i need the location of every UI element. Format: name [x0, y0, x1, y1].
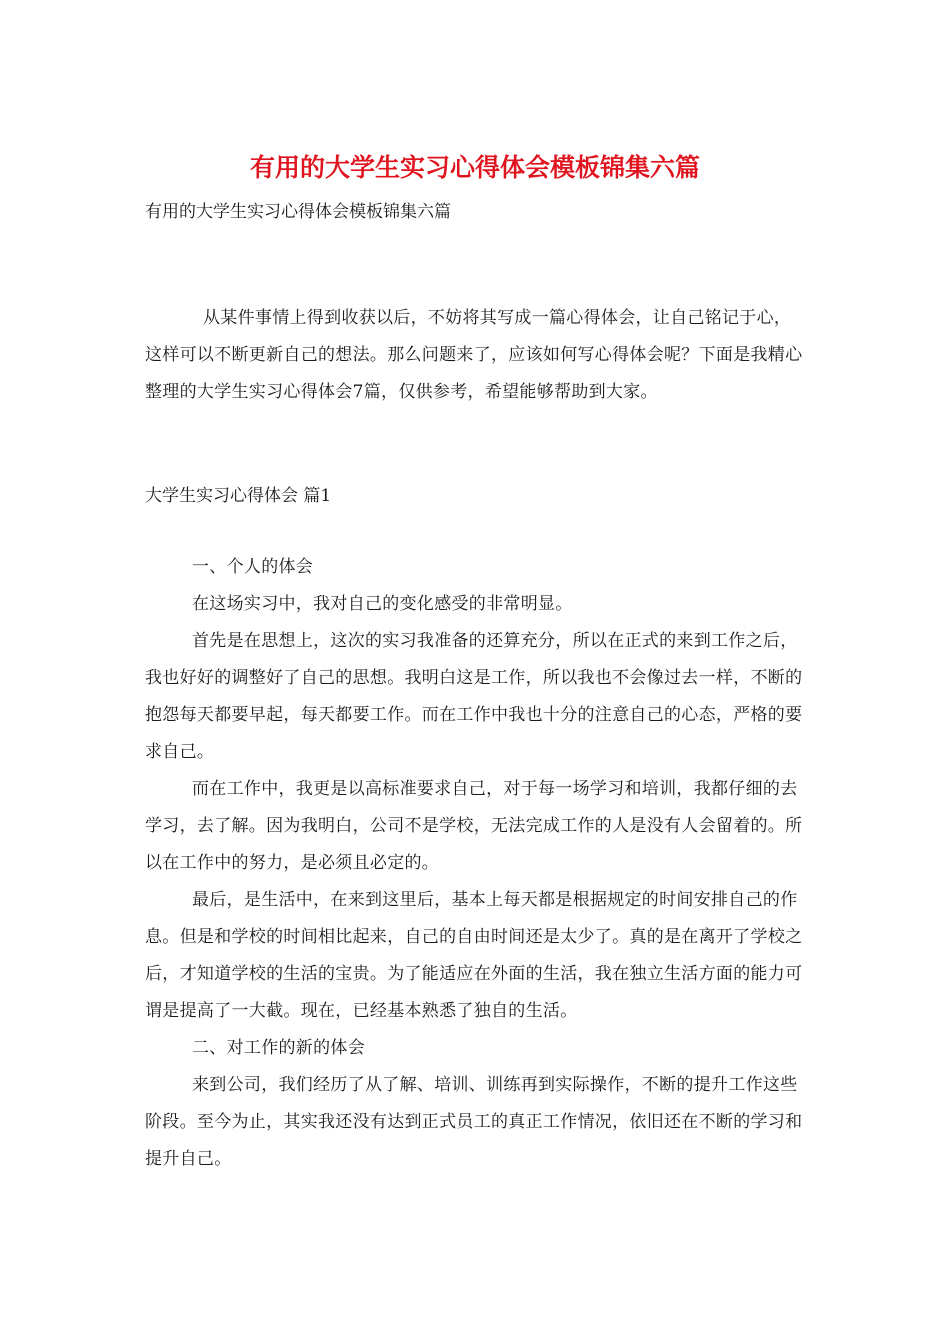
section-heading: 大学生实习心得体会 篇1 — [145, 486, 332, 506]
heading-personal-experience: 一、个人的体会 — [192, 557, 314, 577]
intro-paragraph: 从某件事情上得到收获以后，不妨将其写成一篇心得体会，让自己铭记于心，这样可以不断更新自己的想法。那么问题来了，应该如何写心得体会呢？下面是我精心整理的大学生实习心得体会7篇，仅供参考，希望能够帮助到大家。 — [145, 308, 803, 402]
body-paragraph: 来到公司，我们经历了从了解、培训、训练再到实际操作，不断的提升工作这些阶段。至今为止，其实我还没有达到正式员工的真正工作情况，依旧还在不断的学习和提升自己。 — [145, 1075, 803, 1169]
body-paragraph: 在这场实习中，我对自己的变化感受的非常明显。 — [192, 594, 573, 614]
document-title: 有用的大学生实习心得体会模板锦集六篇 — [249, 153, 700, 182]
heading-work-experience: 二、对工作的新的体会 — [192, 1038, 365, 1058]
body-paragraph: 首先是在思想上，这次的实习我准备的还算充分，所以在正式的来到工作之后，我也好好的调整好了自己的思想。我明白这是工作，所以我也不会像过去一样，不断的抱怨每天都要早起，每天都要工作。而在工作中我也十分的注意自己的心态，严格的要求自己。 — [145, 631, 803, 762]
body-paragraph: 而在工作中，我更是以高标准要求自己，对于每一场学习和培训，我都仔细的去学习，去了解。因为我明白，公司不是学校，无法完成工作的人是没有人会留着的。所以在工作中的努力，是必须且必定的。 — [145, 779, 803, 873]
body-text — [145, 549, 805, 1178]
body-paragraph: 最后，是生活中，在来到这里后，基本上每天都是根据规定的时间安排自己的作息。但是和学校的时间相比起来，自己的自由时间还是太少了。真的是在离开了学校之后，才知道学校的生活的宝贵。为了能适应在外面的生活，我在独立生活方面的能力可谓是提高了一大截。现在，已经基本熟悉了独自的生活。 — [145, 890, 803, 1021]
document-subtitle: 有用的大学生实习心得体会模板锦集六篇 — [145, 202, 451, 222]
